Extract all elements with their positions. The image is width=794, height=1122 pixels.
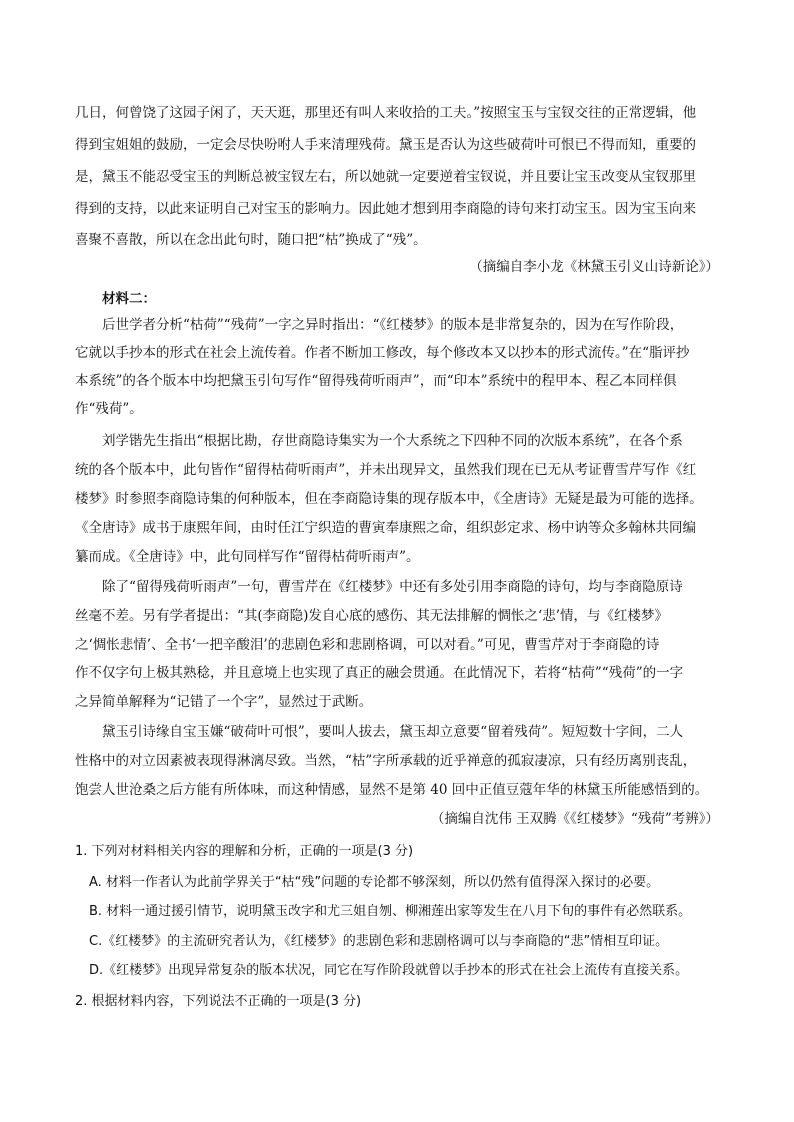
material1-line: 得到的支持，以此来证明自己对宝玉的影响力。因此她才想到用李商隐的诗句来打动宝玉。因为宝玉向来 xyxy=(75,201,696,217)
material2-line: 楼梦》时参照李商隐诗集的何种版本，但在李商隐诗集的现存版本中，《全唐诗》无疑是最为可能的选择。 xyxy=(75,491,703,507)
material2-line: 它就以手抄本的形式在社会上流传着。作者不断加工修改，每个修改本又以抄本的形式流传。”在“脂评抄 xyxy=(75,345,690,361)
material2-line: 本系统”的各个版本中均把黛玉引句写作“留得残荷听雨声”，而“印本”系统中的程甲本、程乙本同样俱 xyxy=(75,373,677,389)
material2-line: 丝毫不差。另有学者提出：“其(李商隐)发自心底的感伤、其无法排解的惆怅之‘悲’情，与《红楼梦》 xyxy=(75,608,669,624)
source-citation-2: （摘编自沈伟 王双腾《《红楼梦》“残荷”考辨》） xyxy=(430,811,719,827)
question-1-option-b: B. 材料一通过援引情节，说明黛玉改字和尤三姐自刎、柳湘莲出家等发生在八月下旬的事件有必然联系。 xyxy=(89,904,692,919)
material1-line: 得到宝姐姐的鼓励，一定会尽快吩咐人手来清理残荷。黛玉是否认为这些破荷叶可恨已不得而知，重要的 xyxy=(75,137,696,153)
question-1-stem: 1. 下列对材料相关内容的理解和分析，正确的一项是(3 分) xyxy=(75,844,414,859)
question-1-option-c: C.《红楼梦》的主流研究者认为，《红楼梦》的悲剧色彩和悲剧格调可以与李商隐的“悲”情相互印证。 xyxy=(89,934,669,949)
material2-line: 《全唐诗》成书于康熙年间，由时任江宁织造的曹寅奉康熙之命，组织彭定求、杨中讷等众多翰林共同编 xyxy=(75,520,696,536)
material2-line: 刘学锴先生指出“根据比勘，存世商隐诗集实为一个大系统之下四种不同的次版本系统”，在各个系 xyxy=(102,433,683,449)
material1-line: 是，黛玉不能忍受宝玉的判断总被宝钗左右，所以她就一定要逆着宝钗说，并且要让宝玉改变从宝钗那里 xyxy=(75,169,696,185)
material2-line: 饱尝人世沧桑之后方能有所体味，而这种情感，显然不是第 40 回中正值豆蔻年华的林黛玉所能感悟到的。 xyxy=(75,782,709,798)
question-2-stem: 2. 根据材料内容，下列说法不正确的一项是(3 分) xyxy=(75,994,362,1009)
question-1-option-d: D.《红楼梦》出现异常复杂的版本状况，同它在写作阶段就曾以手抄本的形式在社会上流传有直接关系。 xyxy=(89,963,689,978)
question-1-option-a: A. 材料一作者认为此前学界关于“枯“残”问题的专论都不够深刻，所以仍然有值得深入探讨的必要。 xyxy=(89,875,660,890)
material2-line: 作不仅字句上极其熟稔，并且意境上也实现了真正的融会贯通。在此情况下，若将“枯荷”“残荷”的一字 xyxy=(75,665,684,681)
source-citation-1: （摘编自李小龙《林黛玉引义山诗新论》） xyxy=(469,259,719,275)
material2-line: 之异简单解释为“记错了一个字”，显然过于武断。 xyxy=(75,694,373,710)
material1-line: 几日，何曾饶了这园子闲了，天天逛，那里还有叫人来收拾的工夫。”按照宝玉与宝钗交往的正常逻辑，他 xyxy=(75,105,697,121)
material2-line: 后世学者分析“枯荷”“残荷”一字之异时指出：“《红楼梦》的版本是非常复杂的，因为在写作阶段， xyxy=(102,317,684,333)
material2-line: 纂而成。《全唐诗》中，此句同样写作“留得枯荷听雨声”。 xyxy=(75,549,420,565)
material1-line: 喜聚不喜散，所以在念出此句时，随口把“枯”换成了“残”。 xyxy=(75,232,427,248)
material2-line: 统的各个版本中，此句皆作“留得枯荷听雨声”，并未出现异文，虽然我们现在已无从考证曹雪芹写作《红 xyxy=(75,462,697,478)
material2-line: 除了“留得残荷听雨声”一句，曹雪芹在《红楼梦》中还有多处引用李商隐的诗句，均与李商隐原诗 xyxy=(102,579,683,595)
material2-line: 之‘惆怅悲情’、全书‘一把辛酸泪’的悲剧色彩和悲剧格调，可以对看。”可见，曹雪芹对于李商隐的诗 xyxy=(75,637,660,653)
material2-heading: 材料二： xyxy=(102,291,156,307)
material2-line: 性格中的对立因素被表现得淋漓尽致。当然，“枯”字所承载的近乎禅意的孤寂凄凉，只有经历离别丧乱， xyxy=(75,753,697,769)
material2-line: 作“残荷”。 xyxy=(75,401,143,417)
material2-line: 黛玉引诗缘自宝玉嫌“破荷叶可恨”，要叫人拔去，黛玉却立意要“留着残荷”。短短数十字间，二人 xyxy=(102,724,684,740)
